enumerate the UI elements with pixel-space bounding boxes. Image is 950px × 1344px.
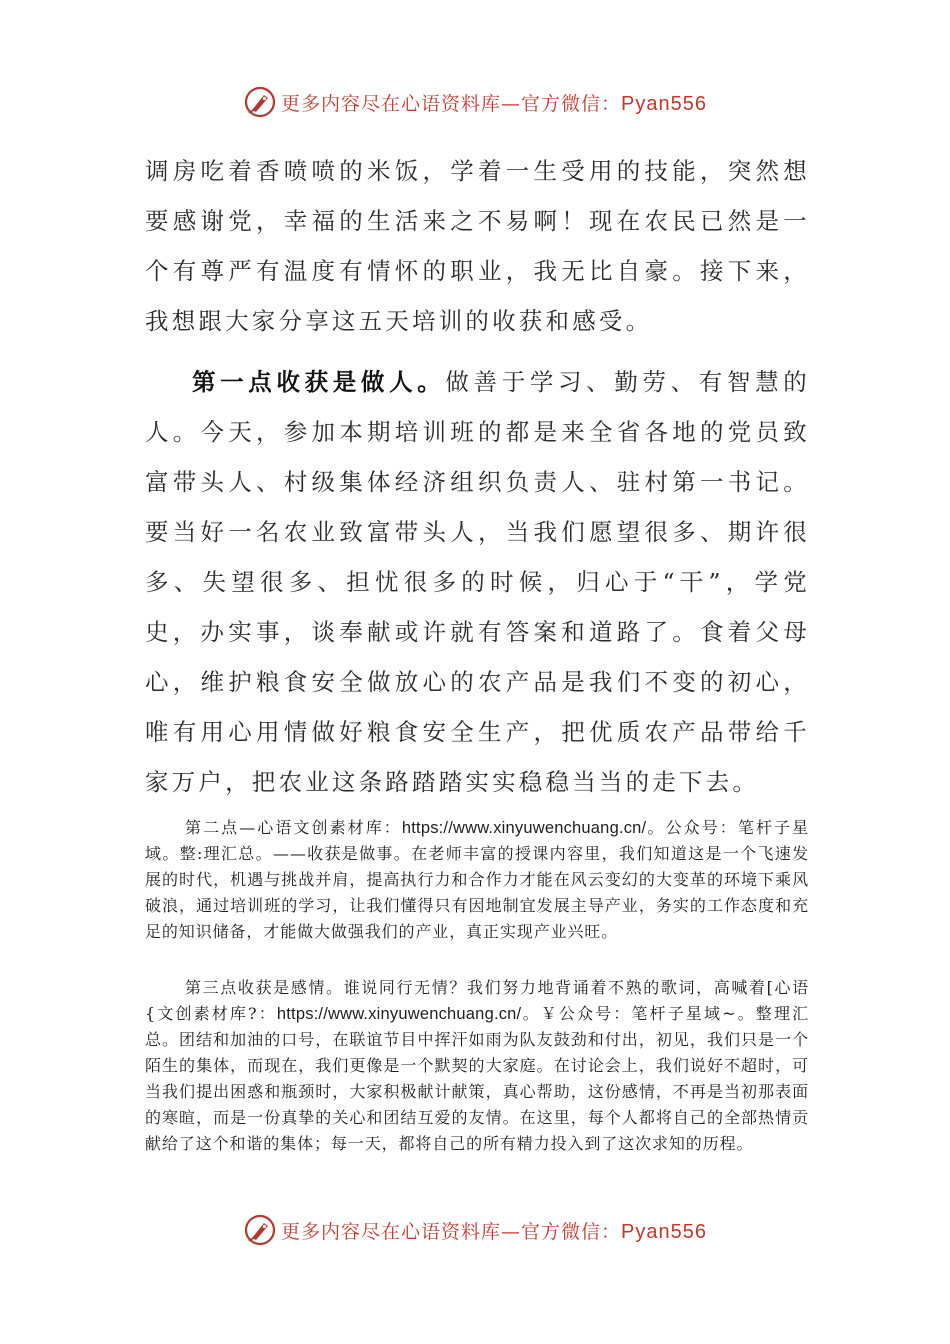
body-paragraph-3	[145, 815, 809, 945]
banner-text	[281, 89, 707, 116]
banner-wechat-label: 官方微信：	[521, 1220, 622, 1243]
banner-title: 更多内容尽在心语资料库	[281, 92, 502, 115]
paragraph-3-url: https://www.xinyuwenchuang.cn/	[401, 819, 647, 837]
banner-separator: —	[501, 1220, 522, 1243]
body-paragraph-2	[145, 357, 810, 807]
paragraph-2-heading: 第一点收获是做人。	[192, 368, 446, 396]
paragraph-4-url: https://www.xinyuwenchuang.cn/	[276, 1005, 522, 1023]
pen-nib-logo-icon	[243, 1213, 277, 1247]
paragraph-4-part-b: 。￥公众号：笔杆子星域~。整理汇总。团结和加油的口号，在联谊节目中挥汗如雨为队友鼓劲和付出，初见，我们只是一个陌生的集体，而现在，我们更像是一个默契的大家庭。在讨论会上，我们说好不超时，可当我们提出困惑和瓶颈时，大家积极献计献策，真心帮助，这份感情，不再是当初那表面的寒暄，而是一份真挚的关心和团结互爱的友情。在这里，每个人都将自己的全部热情贡献给了这个和谐的集体；每一天，都将自己的所有精力投入到了这次求知的历程。	[145, 1004, 809, 1153]
pen-nib-logo-icon	[243, 85, 277, 119]
paragraph-2-body: 做善于学习、勤劳、有智慧的人。今天，参加本期培训班的都是来全省各地的党员致富带头人、村级集体经济组织负责人、驻村第一书记。要当好一名农业致富带头人，当我们愿望很多、期许很多、失望很多、担忧很多的时候，归心于“干”，学党史，办实事，谈奉献或许就有答案和道路了。食着父母心，维护粮食安全做放心的农产品是我们不变的初心，唯有用心用情做好粮食安全生产，把优质农产品带给千家万户，把农业这条路踏踏实实稳稳当当的走下去。	[145, 368, 810, 796]
banner-wechat-id: Pyan556	[621, 1220, 707, 1243]
banner-text	[281, 1217, 707, 1244]
body-paragraph-1	[145, 146, 810, 346]
paragraph-3-part-b: 。公众号：笔杆子星域。整:理汇总。——收获是做事。在老师丰富的授课内容里，我们知道这是一个飞速发展的时代，机遇与挑战并肩，提高执行力和合作力才能在风云变幻的大变革的环境下乘风破浪，通过培训班的学习，让我们懂得只有因地制宜发展主导产业，务实的工作态度和充足的知识储备，才能做大做强我们的产业，真正实现产业兴旺。	[145, 818, 809, 941]
paragraph-2-text	[145, 357, 810, 807]
footer-banner	[0, 1210, 950, 1250]
paragraph-1-text: 调房吃着香喷喷的米饭，学着一生受用的技能，突然想要感谢党，幸福的生活来之不易啊！现在农民已然是一个有尊严有温度有情怀的职业，我无比自豪。接下来，我想跟大家分享这五天培训的收获和感受。	[145, 157, 810, 335]
body-paragraph-4	[145, 975, 809, 1157]
paragraph-3-part-a: 第二点—心语文创素材库：	[185, 818, 402, 837]
banner-separator: —	[501, 92, 522, 115]
banner-wechat-label: 官方微信：	[521, 92, 622, 115]
banner-wechat-id: Pyan556	[621, 92, 707, 115]
paragraph-4-part-a: 第三点收获是感情。谁说同行无情？我们努力地背诵着不熟的歌词，高喊着[心语{文创素材库?：	[145, 978, 809, 1023]
banner-title: 更多内容尽在心语资料库	[281, 1220, 502, 1243]
header-banner	[0, 82, 950, 122]
